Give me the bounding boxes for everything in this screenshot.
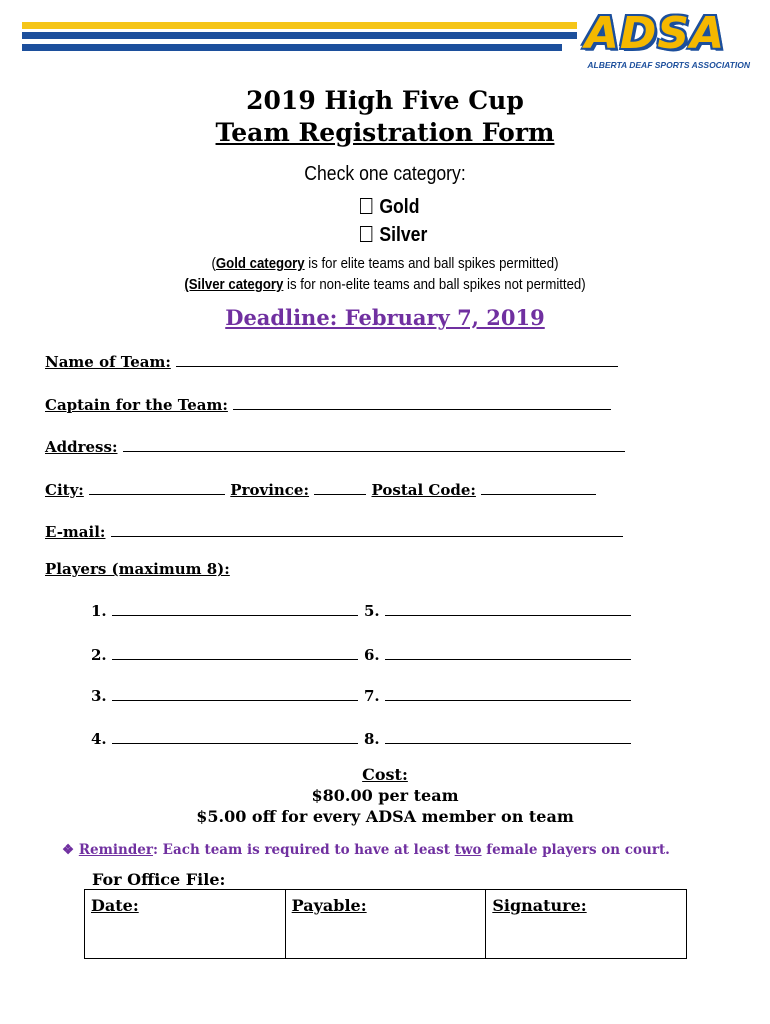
player-input-7[interactable] [385,686,631,701]
office-payable-cell[interactable]: Payable: [285,890,486,959]
captain-input[interactable] [233,395,611,410]
logo-text: ADSA [584,8,726,59]
category-option-silver[interactable] [360,224,427,247]
player-slot-3: 3. [91,686,358,705]
silver-category-note: (Silver category is for non-elite teams and ball spikes not permitted) [184,276,586,293]
team-name-label: Name of Team: [45,353,171,371]
category-option-gold[interactable] [360,196,419,219]
player-slot-5: 5. [364,601,631,620]
player-slot-2: 2. [91,645,358,664]
reminder-emphasis: two [454,842,482,858]
office-file-table [84,889,687,959]
office-date-cell[interactable]: Date: [85,890,286,959]
player-slot-4: 4. [91,729,358,748]
player-slot-1: 1. [91,601,358,620]
deadline: Deadline: February 7, 2019 [225,305,545,330]
player-input-5[interactable] [385,601,631,616]
address-input[interactable] [123,437,625,452]
header-stripe-blue [22,32,577,39]
gold-category-note: (Gold category is for elite teams and ball spikes permitted) [211,255,559,272]
header-stripe-gold [22,22,577,29]
player-slot-8: 8. [364,729,631,748]
office-signature-cell[interactable]: Signature: [486,890,687,959]
players-heading [45,560,230,578]
silver-label: Silver [379,224,428,246]
player-input-1[interactable] [112,601,358,616]
city-input[interactable] [89,480,225,495]
captain-field [45,395,611,414]
reminder-label: Reminder [78,842,153,858]
header-stripe-blue-lower [22,44,562,51]
category-prompt: Check one category: [304,163,466,185]
player-slot-6: 6. [364,645,631,664]
player-input-8[interactable] [385,729,631,744]
player-input-4[interactable] [112,729,358,744]
email-input[interactable] [111,522,623,537]
gold-category-term: Gold category [215,255,305,272]
postal-code-label: Postal Code: [371,481,476,499]
player-input-6[interactable] [385,645,631,660]
city-label: City: [45,481,84,499]
player-input-2[interactable] [112,645,358,660]
form-subtitle: Team Registration Form [215,118,555,147]
office-file-title: For Office File: [92,870,226,889]
gold-label: Gold [379,196,420,218]
form-title: 2019 High Five Cup [246,86,524,115]
players-label: Players (maximum 8): [45,560,230,578]
checkbox-gold[interactable] [360,198,372,214]
cost-discount: $5.00 off for every ADSA member on team [196,807,574,826]
province-label: Province: [230,481,310,499]
adsa-logo [560,8,750,72]
player-input-3[interactable] [112,686,358,701]
checkbox-silver[interactable] [360,226,372,242]
city-province-postal-row [45,480,596,499]
email-field [45,522,623,541]
team-name-field [45,352,618,371]
email-label: E-mail: [45,523,106,541]
silver-category-term: (Silver category [184,276,284,293]
cost-heading: Cost: [362,765,408,784]
player-slot-7: 7. [364,686,631,705]
team-name-input[interactable] [176,352,618,367]
captain-label: Captain for the Team: [45,396,228,414]
postal-code-input[interactable] [481,480,596,495]
logo-subtitle: ALBERTA DEAF SPORTS ASSOCIATION [587,60,750,70]
address-label: Address: [45,438,118,456]
diamond-bullet-icon: ❖ [62,842,75,858]
cost-price: $80.00 per team [311,786,459,805]
province-input[interactable] [314,480,366,495]
address-field [45,437,625,456]
reminder: ❖ Reminder: Each team is required to have at least two female players on court. [62,842,670,858]
